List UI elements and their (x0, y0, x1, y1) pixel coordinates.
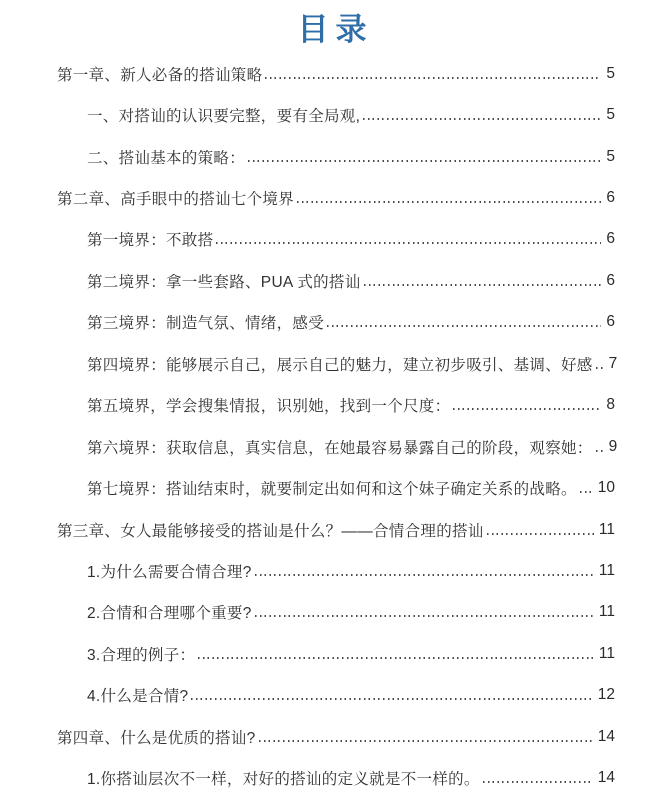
toc-entry-page-number: 6 (606, 189, 615, 207)
dot-leader (198, 657, 594, 659)
toc-entry-label: 第一境界：不敢搭 (87, 232, 214, 250)
toc-entry[interactable] (57, 302, 615, 343)
toc-entry-label: 1.为什么需要合情合理? (87, 563, 252, 581)
dot-leader (487, 533, 594, 535)
toc-entry-label: 第五境界，学会搜集情报，识别她，找到一个尺度： (87, 398, 451, 416)
toc-entry-page-number: 6 (606, 313, 615, 331)
toc-entry[interactable] (57, 136, 615, 177)
toc-entry-label: 第三章、女人最能够接受的搭讪是什么？——合情合理的搭讪 (57, 522, 484, 540)
toc-entry-page-number: 11 (598, 603, 615, 621)
toc-entry-label: 第一章、新人必备的搭讪策略 (57, 66, 263, 84)
dot-leader (216, 242, 601, 244)
toc-entry[interactable] (57, 550, 615, 591)
toc-entry-label: 第七境界：搭讪结束时，就要制定出如何和这个妹子确定关系的战略。 (87, 481, 577, 499)
toc-entry[interactable] (57, 426, 618, 467)
toc-entry[interactable] (57, 716, 615, 757)
toc-entry-page-number: 14 (597, 769, 615, 787)
dot-leader (327, 325, 601, 327)
toc-entry-page-number: 6 (606, 271, 615, 289)
toc-entry[interactable] (57, 675, 615, 716)
toc-entry[interactable] (57, 757, 615, 798)
toc-entry-page-number: 10 (597, 479, 615, 497)
toc-entry-label: 第四境界：能够展示自己，展示自己的魅力，建立初步吸引、基调、好感 (87, 356, 593, 374)
dot-leader (483, 781, 593, 783)
page-title: 目录 (297, 12, 374, 48)
toc-entry-page-number: 11 (598, 644, 615, 662)
toc-entry-page-number: 6 (606, 230, 615, 248)
toc-entry-page-number: 14 (597, 727, 615, 745)
dot-leader (596, 367, 604, 369)
toc-entry-page-number: 5 (606, 106, 615, 124)
toc-entry-label: 第二境界：拿一些套路、PUA 式的搭讪 (87, 273, 361, 291)
dot-leader (191, 698, 592, 700)
toc-entry-page-number: 11 (598, 561, 615, 579)
toc-entry[interactable] (57, 633, 615, 674)
toc-entry-page-number: 5 (606, 64, 615, 82)
toc-entry-label: 2.合情和合理哪个重要? (87, 605, 252, 623)
dot-leader (596, 450, 604, 452)
toc-entry-page-number: 9 (608, 437, 618, 455)
toc-entry-page-number: 11 (598, 520, 615, 538)
toc-list (57, 53, 618, 799)
toc-entry[interactable] (57, 509, 615, 550)
toc-entry-page-number: 8 (606, 396, 615, 414)
dot-leader (364, 284, 602, 286)
toc-entry[interactable] (57, 219, 615, 260)
toc-entry-label: 一、对搭讪的认识要完整，要有全局观, (87, 108, 361, 126)
toc-entry-page-number: 5 (606, 147, 615, 165)
toc-entry[interactable] (57, 385, 615, 426)
toc-entry[interactable] (57, 53, 615, 94)
toc-entry-label: 4.什么是合情? (87, 688, 189, 706)
toc-entry-page-number: 12 (597, 686, 615, 704)
dot-leader (255, 574, 594, 576)
toc-entry-label: 3.合理的例子： (87, 646, 196, 664)
toc-entry[interactable] (57, 177, 615, 218)
toc-entry-label: 1.你搭讪层次不一样，对好的搭讪的定义就是不一样的。 (87, 771, 480, 789)
toc-entry[interactable] (57, 343, 618, 384)
dot-leader (580, 491, 593, 493)
toc-entry[interactable] (57, 260, 615, 301)
dot-leader (453, 408, 601, 410)
toc-entry-label: 二、搭讪基本的策略： (87, 149, 246, 167)
toc-entry-label: 第四章、什么是优质的搭讪? (57, 729, 256, 747)
dot-leader (259, 740, 593, 742)
toc-entry[interactable] (57, 94, 615, 135)
toc-entry-page-number: 7 (608, 354, 618, 372)
dot-leader (297, 201, 601, 203)
dot-leader (265, 77, 601, 79)
toc-entry[interactable] (57, 467, 615, 508)
dot-leader (363, 118, 601, 120)
toc-entry-label: 第三境界：制造气氛、情绪，感受 (87, 315, 325, 333)
dot-leader (248, 160, 601, 162)
toc-entry[interactable] (57, 592, 615, 633)
toc-entry-label: 第六境界：获取信息，真实信息，在她最容易暴露自己的阶段，观察她： (87, 439, 593, 457)
toc-entry-label: 第二章、高手眼中的搭讪七个境界 (57, 191, 295, 209)
dot-leader (255, 615, 594, 617)
